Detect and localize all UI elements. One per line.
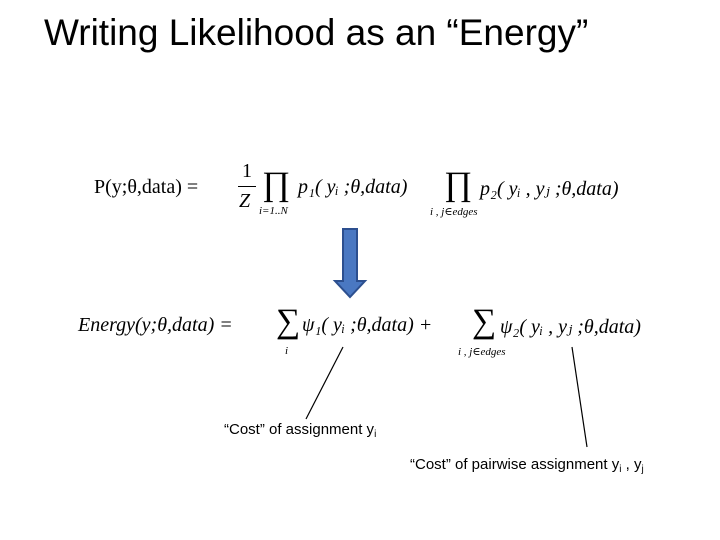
annotation-1-pointer (306, 347, 343, 419)
eq1-product-1: ∏ (262, 166, 290, 203)
eq2-sum-2-index: i , j∈edges (458, 346, 506, 358)
eq1-product-2-index: i , j∈edges (430, 206, 478, 218)
eq1-product-2: ∏ (444, 166, 472, 203)
eq2-sum-2: ∑ (472, 303, 497, 340)
eq1-product-1-index: i=1..N (259, 205, 288, 217)
eq2-sum-1: ∑ (276, 303, 301, 340)
annotation-pairwise-cost-sep: , y (621, 456, 642, 473)
annotation-pairwise-cost (410, 456, 644, 475)
annotation-unary-cost (224, 421, 376, 440)
slide-title: Writing Likelihood as an “Energy” (44, 12, 589, 53)
eq1-term-2: p₂( yᵢ , yⱼ ;θ,data) (480, 178, 619, 200)
annotation-pairwise-cost-sub-i: i (619, 464, 622, 475)
eq1-term-1: p₁( yᵢ ;θ,data) (298, 176, 408, 198)
eq1-frac-numerator: 1 (242, 160, 252, 182)
eq1-frac-denominator: Z (239, 190, 251, 212)
eq2-sum-1-index: i (285, 345, 289, 357)
eq2-term-1: ψ₁( yᵢ ;θ,data) + (302, 314, 433, 336)
annotation-pairwise-cost-text: “Cost” of pairwise assignment y (410, 456, 620, 473)
annotation-pairwise-cost-sub-j: j (641, 464, 644, 475)
down-arrow-shape (335, 229, 365, 297)
eq2-lhs: Energy(y;θ,data) = (78, 314, 233, 336)
eq1-lhs: P(y;θ,data) = (94, 176, 199, 198)
eq2-term-2: ψ₂( yᵢ , yⱼ ;θ,data) (500, 316, 641, 338)
annotation-unary-cost-sub: i (374, 429, 377, 440)
annotation-2-pointer (572, 347, 587, 447)
annotation-unary-cost-text: “Cost” of assignment y (224, 421, 375, 438)
